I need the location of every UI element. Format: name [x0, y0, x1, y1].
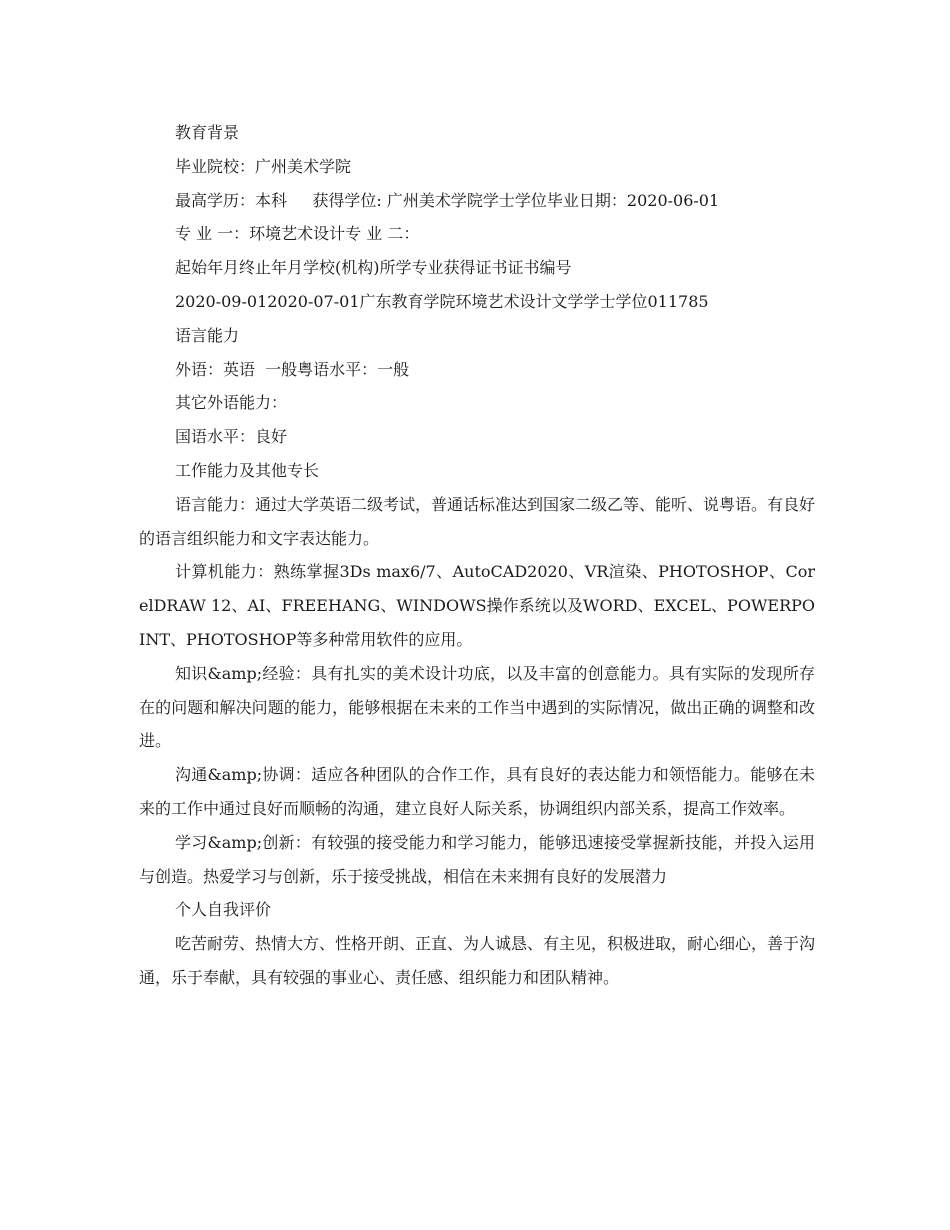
language-ability-paragraph: 语言能力：通过大学英语二级考试，普通话标准达到国家二级乙等、能听、说粤语。有良好的语言组织能力和文字表达能力。	[139, 494, 816, 548]
mandarin-line: 国语水平：良好	[175, 427, 288, 447]
education-heading: 教育背景	[175, 123, 240, 142]
computer-ability-paragraph: 计算机能力：熟练掌握3Ds max6/7、AutoCAD2020、VR渲染、PHOTOSHOP、CorelDRAW 12、AI、FREEHANG、WINDOWS操作系统以及WORD、EXCEL、POWERPOINT、PHOTOSHOP等多种常用软件的应用。	[139, 562, 815, 649]
education-table-header: 起始年月终止年月学校(机构)所学专业获得证书证书编号	[175, 258, 572, 278]
self-evaluation-heading: 个人自我评价	[175, 900, 272, 920]
school-line: 毕业院校：广州美术学院	[175, 156, 352, 176]
knowledge-paragraph: 知识&amp;经验：具有扎实的美术设计功底，以及丰富的创意能力。具有实际的发现所存在的问题和解决问题的能力，能够根据在未来的工作当中遇到的实际情况，做出正确的调整和改进。	[139, 663, 815, 751]
document-body	[139, 116, 815, 995]
language-heading: 语言能力	[175, 325, 240, 345]
degree-line: 最高学历：本科 获得学位: 广州美术学院学士学位毕业日期：2020-06-01	[175, 190, 720, 210]
work-ability-heading: 工作能力及其他专长	[175, 460, 320, 480]
other-language-line: 其它外语能力：	[175, 393, 288, 413]
education-table-row: 2020-09-012020-07-01广东教育学院环境艺术设计文学学士学位011785	[175, 291, 709, 311]
communication-paragraph: 沟通&amp;协调：适应各种团队的合作工作，具有良好的表达能力和领悟能力。能够在未来的工作中通过良好而顺畅的沟通，建立良好人际关系，协调组织内部关系，提高工作效率。	[139, 765, 815, 818]
self-evaluation-paragraph: 吃苦耐劳、热情大方、性格开朗、正直、为人诚恳、有主见，积极进取，耐心细心，善于沟通，乐于奉献，具有较强的事业心、责任感、组织能力和团队精神。	[139, 934, 816, 987]
foreign-language-line: 外语：英语 一般粤语水平：一般	[175, 359, 410, 379]
learning-paragraph: 学习&amp;创新：有较强的接受能力和学习能力，能够迅速接受掌握新技能，并投入运用与创造。热爱学习与创新，乐于接受挑战，相信在未来拥有良好的发展潜力	[139, 832, 815, 886]
major-line: 专 业 一：环境艺术设计专 业 二：	[175, 224, 420, 244]
